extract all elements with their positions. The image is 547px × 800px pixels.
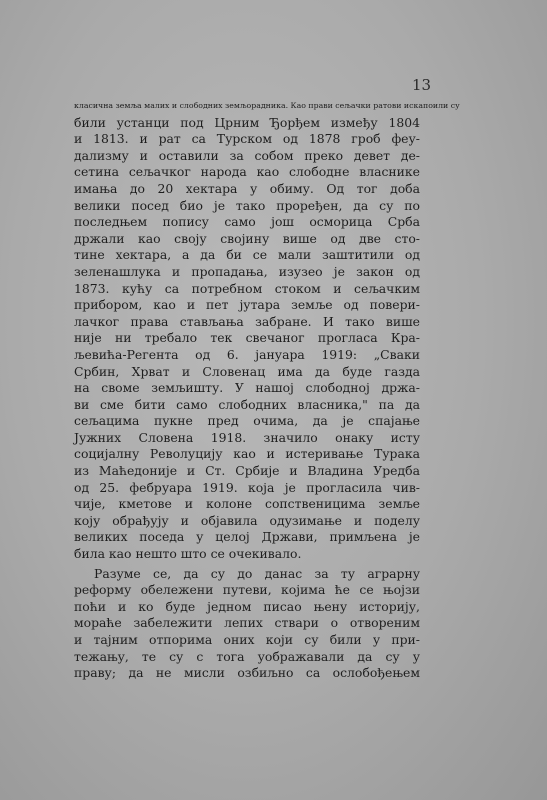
text-line: праву; да не мисли озбиљно са ослобођењем <box>74 665 420 681</box>
text-line: тине хектара, а да би се мали заштитили од <box>74 247 420 263</box>
text-line: била као нешто што се очекивало. <box>74 546 302 562</box>
text-line: од 25. фебруара 1919. која је прогласила чив- <box>74 479 420 495</box>
text-line: сељацима пукне пред очима, да је спајање <box>74 413 420 429</box>
text-line: великих поседа у целој Држави, примљена је <box>74 529 420 545</box>
text-line: на своме земљишту. У нашој слободној држа- <box>74 380 420 396</box>
text-line: Србин, Хрват и Словенац има да буде газда <box>74 363 420 379</box>
text-line: сетина сељачког народа као слободне власнике <box>74 164 420 180</box>
paragraph-1 <box>74 98 460 563</box>
text-line: и тајним отпорима оних који су били у при- <box>74 632 420 647</box>
text-line: Разуме се, да су до данас за ту аграрну <box>94 565 420 581</box>
text-line: 1873. кућу са потребном стоком и сељачким <box>74 280 420 296</box>
page-number: 13 <box>412 76 432 94</box>
text-line: поћи и ко буде једном писао њену историју, <box>74 598 420 614</box>
text-line: чије, кметове и колоне сопственицима земље <box>74 496 420 512</box>
text-line: из Маћедоније и Ст. Србије и Владина Уредба <box>74 463 420 479</box>
text-line: љевића-Регента од 6. јануара 1919: „Сваки <box>74 346 420 362</box>
text-line: класична земља малих и слободних земљорадника. Као прави сељачки ратови искапоили су <box>74 101 460 110</box>
text-line: социјалну Револуцију као и истеривање Турака <box>74 446 420 462</box>
text-line: прибором, као и пет јутара земље од повери- <box>74 297 420 313</box>
text-line: тежању, те су с тога уображавали да су у <box>74 648 420 664</box>
text-line: имања до 20 хектара у обиму. Од тог доба <box>74 180 420 196</box>
text-line: није ни требало тек свечаног прогласа Кра- <box>74 330 420 346</box>
text-line: лачког права стављања забране. И тако више <box>74 313 420 329</box>
text-line: зеленашлука и пропадања, изузео је закон од <box>74 263 420 279</box>
paragraph-2 <box>74 566 420 682</box>
text-line: и 1813. и рат са Турском од 1878 гроб феу- <box>74 131 420 147</box>
text-line: дализму и оставили за собом преко девет де- <box>74 147 420 163</box>
text-line: ви сме бити само слободних власника," па да <box>74 396 420 412</box>
text-line: били устанци под Црним Ђорђем између 1804 <box>74 114 420 130</box>
text-line: Јужних Словена 1918. значило онаку исту <box>74 429 420 445</box>
text-line: велики посед био је тако проређен, да су по <box>74 197 420 213</box>
text-line: реформу обележени путеви, којима ће се њојзи <box>74 582 420 598</box>
text-line: мораће забележити лепих ствари о отвореним <box>74 615 420 631</box>
body-text <box>74 98 460 682</box>
text-line: последњем попису само још осморица Срба <box>74 214 420 230</box>
text-line: коју обрађују и објавила одузимање и поделу <box>74 512 420 528</box>
text-line: држали као своју својину више од две сто- <box>74 230 420 246</box>
